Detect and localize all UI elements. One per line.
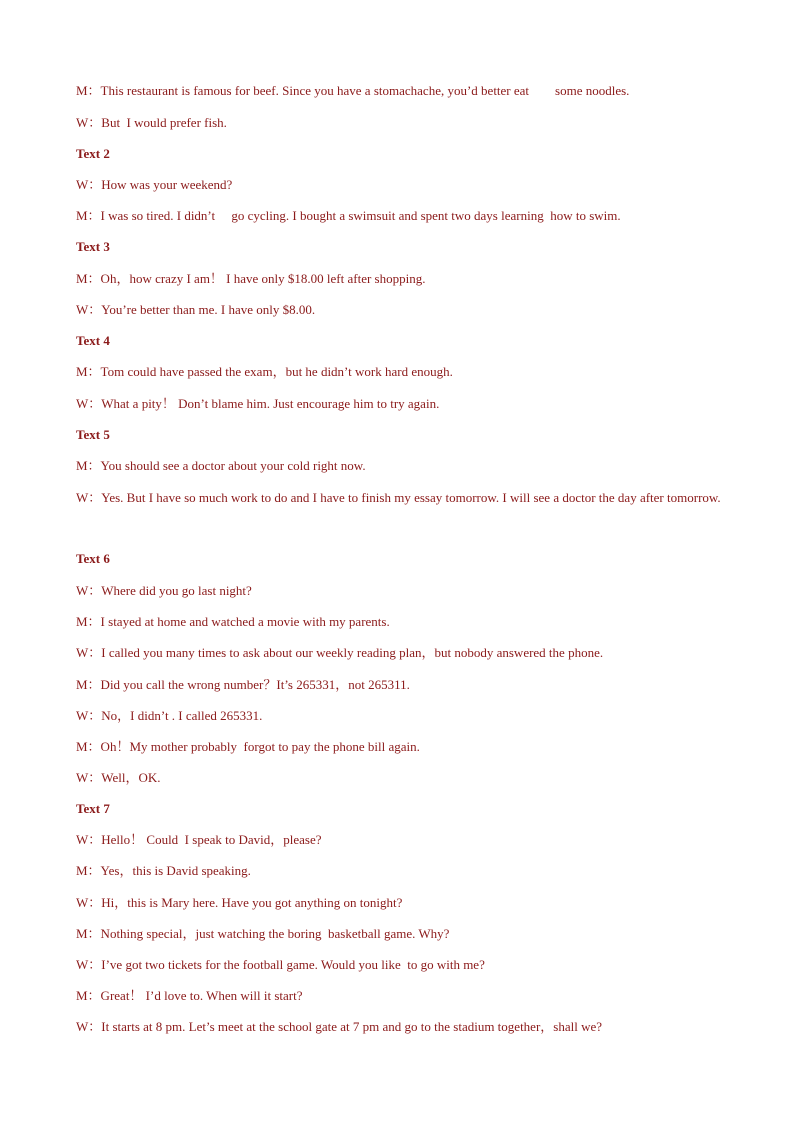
section-heading: Text 3: [76, 239, 110, 254]
dialogue-line: W：No，I didn’t . I called 265331.: [76, 708, 263, 723]
section-heading: Text 5: [76, 427, 110, 442]
section-heading: Text 6: [76, 551, 110, 566]
dialogue-line: W：You’re better than me. I have only $8.00.: [76, 302, 316, 317]
section-heading: Text 7: [76, 801, 110, 816]
section-heading: Text 2: [76, 146, 110, 161]
dialogue-line: W：I’ve got two tickets for the football game. Would you like to go with me?: [76, 957, 485, 972]
dialogue-line: W：I called you many times to ask about our weekly reading plan，but nobody answered the phone.: [76, 645, 604, 660]
dialogue-line: W：Well，OK.: [76, 770, 161, 785]
dialogue-line: M：Yes，this is David speaking.: [76, 863, 251, 878]
dialogue-line: M：I stayed at home and watched a movie with my parents.: [76, 614, 390, 629]
dialogue-line: W：Hello！ Could I speak to David，please?: [76, 832, 322, 847]
dialogue-line: W：Hi，this is Mary here. Have you got anything on tonight?: [76, 895, 403, 910]
dialogue-line: W：Where did you go last night?: [76, 583, 252, 598]
dialogue-line: W：What a pity！ Don’t blame him. Just encourage him to try again.: [76, 396, 440, 411]
dialogue-line: W：How was your weekend?: [76, 177, 233, 192]
dialogue-line: M：I was so tired. I didn’t go cycling. I bought a swimsuit and spent two days learning how to swim.: [76, 208, 621, 223]
dialogue-line: M：Did you call the wrong number？It’s 265331，not 265311.: [76, 677, 410, 692]
dialogue-line: M：Nothing special，just watching the boring basketball game. Why?: [76, 926, 450, 941]
dialogue-line: M：Tom could have passed the exam，but he didn’t work hard enough.: [76, 364, 453, 379]
dialogue-line: W：But I would prefer fish.: [76, 115, 227, 130]
dialogue-line: M：You should see a doctor about your cold right now.: [76, 458, 366, 473]
section-heading: Text 4: [76, 333, 110, 348]
dialogue-line: M：Great！ I’d love to. When will it start?: [76, 988, 303, 1003]
dialogue-line-wrapped: W：Yes. But I have so much work to do and I have to finish my essay tomorrow. I will see a doctor the day after tomorrow.: [76, 490, 721, 505]
dialogue-line: W：It starts at 8 pm. Let’s meet at the school gate at 7 pm and go to the stadium together，shall we?: [76, 1019, 603, 1034]
dialogue-line: M：Oh，how crazy I am！ I have only $18.00 left after shopping.: [76, 271, 426, 286]
dialogue-line: M：This restaurant is famous for beef. Since you have a stomachache, you’d better eat some noodles.: [76, 83, 630, 98]
dialogue-line: M：Oh！My mother probably forgot to pay the phone bill again.: [76, 739, 420, 754]
